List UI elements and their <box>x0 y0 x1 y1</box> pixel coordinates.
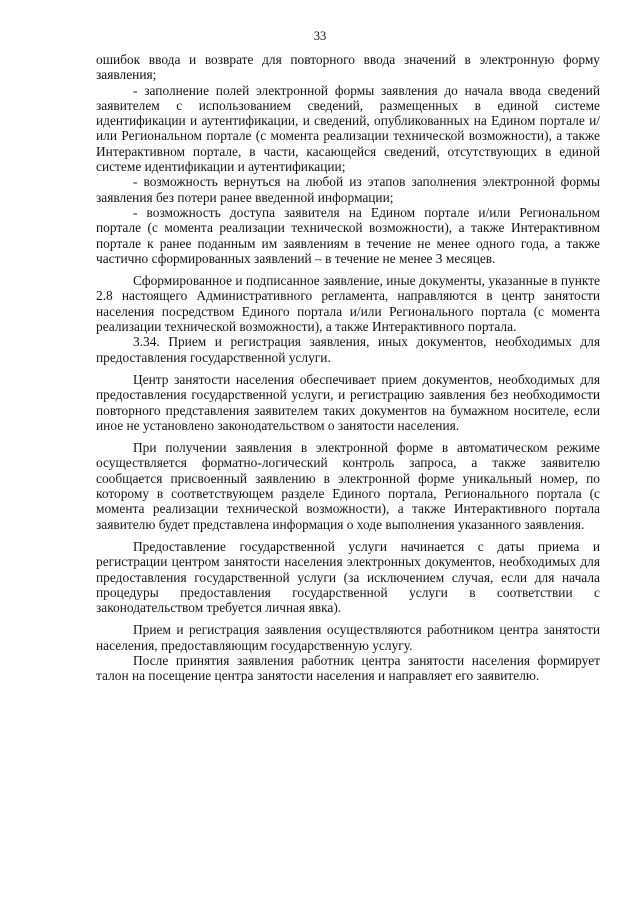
paragraph: ошибок ввода и возврате для повторного ввода значений в электронную форму заявления; <box>96 52 600 83</box>
paragraph: После принятия заявления работник центра занятости населения формирует талон на посещение центра занятости населения и направляет его заявителю. <box>96 652 600 684</box>
body-text <box>96 52 600 684</box>
paragraph: Сформированное и подписанное заявление, иные документы, указанные в пункте 2.8 настоящего Административного регламента, направляются в центр занятости населения посредством Единого портала и/или Регионального портала (с момента реализации технической возможности), а также Интерактивного портала. <box>96 273 600 335</box>
paragraph: 3.34. Прием и регистрация заявления, иных документов, необходимых для предоставления государственной услуги. <box>96 334 600 365</box>
paragraph: Предоставление государственной услуги начинается с даты приема и регистрации центром занятости населения электронных документов, необходимых для предоставления государственной услуги (за исключением случая, если для начала процедуры предоставления государственной услуги в соответствии с законодательством требуется личная явка). <box>96 538 600 616</box>
paragraph: - возможность вернуться на любой из этапов заполнения электронной формы заявления без потери ранее введенной информации; <box>96 174 600 205</box>
page-number: 33 <box>313 29 327 43</box>
paragraph: Центр занятости населения обеспечивает прием документов, необходимых для предоставления государственной услуги, и регистрацию заявления без необходимости повторного представления заявителем таких документов на бумажном носителе, если иное не установлено законодательством о занятости населения. <box>96 371 600 433</box>
paragraph: - заполнение полей электронной формы заявления до начала ввода сведений заявителем с использованием сведений, размещенных в единой системе идентификации и аутентификации, и сведений, опубликованных на Едином портале и/или Региональном портале (с момента реализации технической возможности), а также Интерактивном портале, в части, касающейся сведений, отсутствующих в единой системе идентификации и аутентификации; <box>96 82 600 175</box>
paragraph: Прием и регистрация заявления осуществляются работником центра занятости населения, предоставляющим государственную услугу. <box>96 622 600 653</box>
paragraph: - возможность доступа заявителя на Едином портале и/или Региональном портале (с момента реализации технической возможности), а также Интерактивном портале к ранее поданным им заявлениям в течение не менее одного года, а также частично сформированных заявлений – в течение не менее 3 месяцев. <box>96 204 600 266</box>
paragraph: При получении заявления в электронной форме в автоматическом режиме осуществляется форматно-логический контроль запроса, а также заявителю сообщается присвоенный заявлению в электронной форме уникальный номер, по которому в соответствующем разделе Единого портала, Регионального портала (с момента реализации технической возможности), а также Интерактивного портала заявителю будет представлена информация о ходе выполнения указанного заявления. <box>96 440 600 532</box>
